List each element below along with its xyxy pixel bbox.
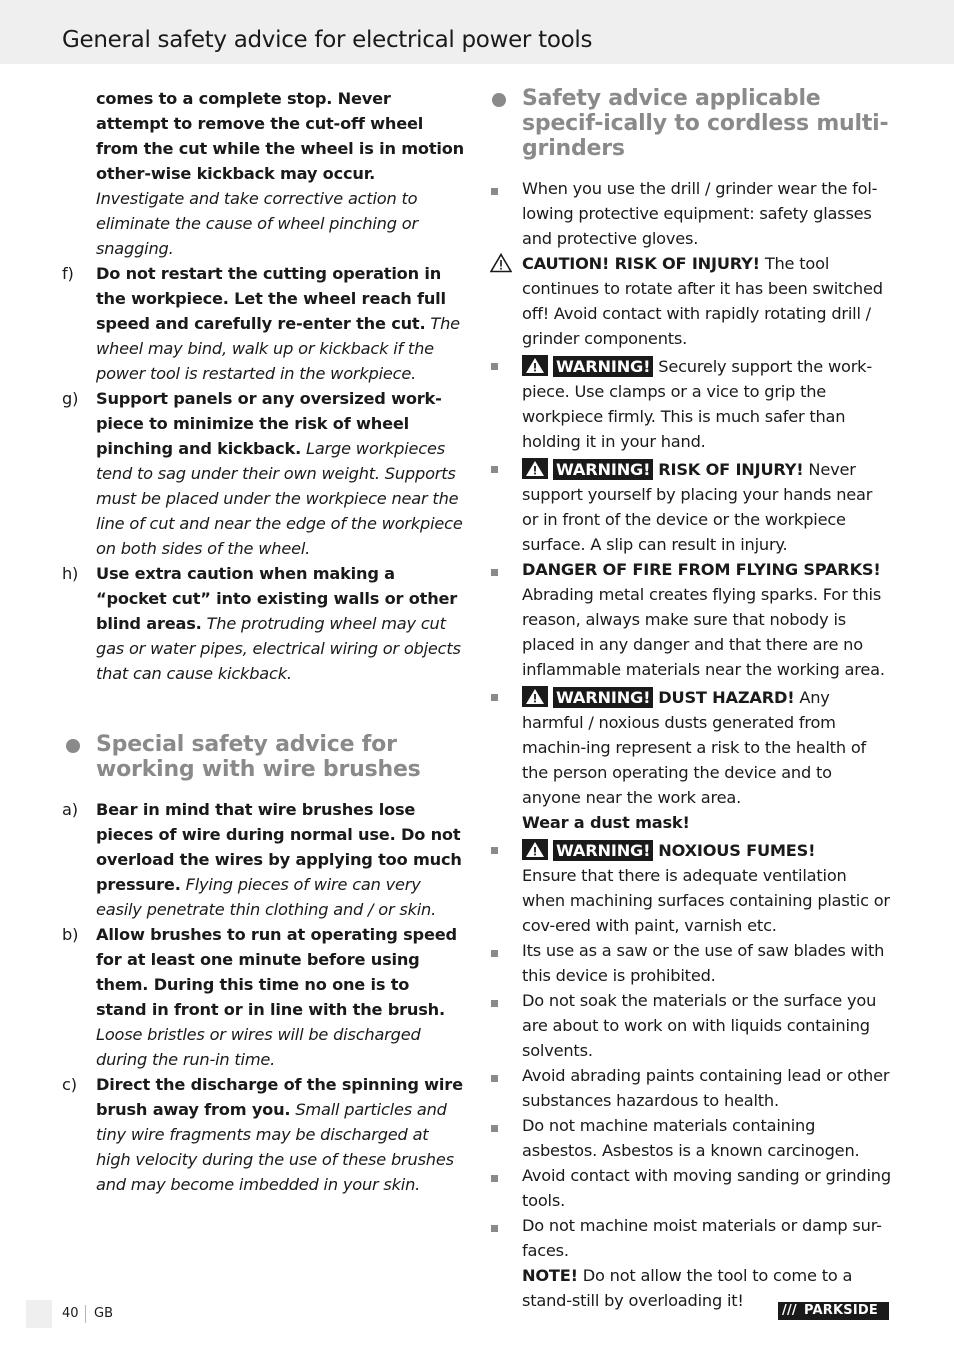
- bullet-text: Avoid abrading paints containing lead or other substances hazardous to health.: [522, 1066, 890, 1110]
- warning-triangle-icon: [522, 355, 548, 376]
- section-heading-multi-grinders: [488, 86, 892, 161]
- warning-badge: [522, 835, 653, 863]
- parkside-logo: [778, 1302, 889, 1320]
- warning-triangle-icon: [522, 458, 548, 479]
- list-item-c: [62, 1072, 464, 1197]
- note-text: Do not allow the tool to come to a stand-still by overloading it!: [522, 1266, 853, 1310]
- item-marker: f): [62, 264, 74, 283]
- bullet-no-saw: [488, 938, 892, 988]
- bullet-text: Any harmful / noxious dusts generated from machin-ing represent a risk to the health of the person operating the device and to anyone near the work area.: [522, 688, 867, 807]
- logo-slashes: ///: [782, 1303, 797, 1318]
- page-number: 40: [62, 1306, 79, 1321]
- square-bullet-icon: [491, 950, 498, 957]
- bullet-lead-paint: [488, 1063, 892, 1113]
- footer-tab-box: [26, 1300, 52, 1328]
- item-bold: Do not restart the cutting operation in the workpiece. Let the wheel reach full speed and carefully re-enter the cut.: [96, 264, 446, 333]
- bullet-bold: DUST HAZARD!: [658, 688, 795, 707]
- bullet-text: Its use as a saw or the use of saw blades with this device is prohibited.: [522, 941, 885, 985]
- bullet-bold: RISK OF INJURY!: [658, 460, 804, 479]
- warning-badge: [522, 351, 653, 379]
- warning-label: WARNING!: [553, 840, 653, 861]
- warning-label: WARNING!: [553, 459, 653, 480]
- bullet-flying-sparks: [488, 557, 892, 682]
- bullet-bold: NOXIOUS FUMES!: [658, 841, 816, 860]
- square-bullet-icon: [491, 363, 498, 370]
- square-bullet-icon: [491, 1175, 498, 1182]
- square-bullet-icon: [491, 466, 498, 473]
- bullet-asbestos: [488, 1113, 892, 1163]
- item-bold: Use extra caution when making a “pocket cut” into existing walls or other blind areas.: [96, 564, 458, 633]
- section-heading-wire-brushes: [62, 732, 464, 782]
- bullet-moist-materials: [488, 1213, 892, 1313]
- item-bold: Allow brushes to run at operating speed for at least one minute before using them. During this time no one is to stand in front or in line with the brush.: [96, 925, 457, 1019]
- item-italic: The protruding wheel may cut gas or water pipes, electrical wiring or objects that can cause kickback.: [96, 614, 461, 683]
- bullet-text: Do not soak the materials or the surface you are about to work on with liquids containing solvents.: [522, 991, 877, 1060]
- bullet-dot-icon: [492, 93, 506, 107]
- bullet-text: Abrading metal creates flying sparks. For this reason, always make sure that nobody is placed in any danger and that there are no inflammable materials near the working area.: [522, 585, 885, 679]
- item-bold: Bear in mind that wire brushes lose pieces of wire during normal use. Do not overload the wires by applying too much pressure.: [96, 800, 462, 894]
- bullet-text: Ensure that there is adequate ventilation when machining surfaces containing plastic or cov-ered with paint, varnish etc.: [522, 866, 890, 935]
- warning-label: WARNING!: [553, 356, 653, 377]
- dust-mask-note: Wear a dust mask!: [522, 813, 690, 832]
- item-italic: Loose bristles or wires will be discharged during the run-in time.: [96, 1025, 421, 1069]
- bullet-moving-tools: [488, 1163, 892, 1213]
- continued-item: [62, 86, 464, 261]
- item-bold: Support panels or any oversized work-piece to minimize the risk of wheel pinching and kickback.: [96, 389, 442, 458]
- item-marker: c): [62, 1075, 77, 1094]
- right-column: [488, 86, 892, 1313]
- item-italic: Small particles and tiny wire fragments may be discharged at high velocity during the use of these brushes and may become imbedded in your skin.: [96, 1100, 454, 1194]
- warning-badge: [522, 454, 653, 482]
- bullet-risk-of-injury: [488, 454, 892, 557]
- square-bullet-icon: [491, 1225, 498, 1232]
- warning-badge: [522, 682, 653, 710]
- warning-triangle-icon: [522, 686, 548, 707]
- note-bold: NOTE!: [522, 1266, 578, 1285]
- bullet-noxious-fumes: [488, 835, 892, 938]
- caution-bold: CAUTION! RISK OF INJURY!: [522, 254, 760, 273]
- bullet-text: Do not machine materials containing asbestos. Asbestos is a known carcinogen.: [522, 1116, 860, 1160]
- bullet-text: Securely support the work-piece. Use clamps or a vice to grip the workpiece firmly. This is much safer than holding it in your hand.: [522, 357, 872, 451]
- item-marker: a): [62, 800, 78, 819]
- item-marker: h): [62, 564, 79, 583]
- square-bullet-icon: [491, 847, 498, 854]
- bullet-text: Do not machine moist materials or damp sur-faces.: [522, 1216, 882, 1260]
- item-marker: b): [62, 925, 79, 944]
- item-italic: Large workpieces tend to sag under their own weight. Supports must be placed under the workpiece near the line of cut and near the edge of the workpiece on both sides of the wheel.: [96, 439, 463, 558]
- bullet-dust-hazard: [488, 682, 892, 835]
- caution-text: The tool continues to rotate after it has been switched off! Avoid contact with rapidly rotating drill / grinder components.: [522, 254, 883, 348]
- bullet-dot-icon: [66, 739, 80, 753]
- section-heading-text: Safety advice applicable specif-ically to cordless multi-grinders: [522, 86, 889, 161]
- bullet-text: Never support yourself by placing your hands near or in front of the device or the workpiece surface. A slip can result in injury.: [522, 460, 873, 554]
- bullet-text: When you use the drill / grinder wear the fol-lowing protective equipment: safety glasses and protective gloves.: [522, 179, 878, 248]
- square-bullet-icon: [491, 1075, 498, 1082]
- warning-triangle-icon: [522, 839, 548, 860]
- page-title: General safety advice for electrical power tools: [62, 27, 593, 53]
- language-code: GB: [94, 1306, 113, 1321]
- square-bullet-icon: [491, 188, 498, 195]
- item-bold: Direct the discharge of the spinning wire brush away from you.: [96, 1075, 463, 1119]
- list-item-f: [62, 261, 464, 386]
- square-bullet-icon: [491, 1000, 498, 1007]
- left-column: [62, 86, 464, 1197]
- caution-item: [488, 251, 892, 351]
- logo-text: PARKSIDE: [804, 1303, 878, 1318]
- list-item-a: [62, 797, 464, 922]
- square-bullet-icon: [491, 694, 498, 701]
- bullet-text: Avoid contact with moving sanding or grinding tools.: [522, 1166, 891, 1210]
- bullet-no-soak: [488, 988, 892, 1063]
- footer-divider: [85, 1305, 86, 1323]
- caution-triangle-icon: [490, 253, 512, 273]
- bullet-bold: DANGER OF FIRE FROM FLYING SPARKS!: [522, 560, 881, 579]
- square-bullet-icon: [491, 1125, 498, 1132]
- section-heading-text: Special safety advice for working with wire brushes: [96, 732, 421, 782]
- item-italic: Flying pieces of wire can very easily penetrate thin clothing and / or skin.: [96, 875, 437, 919]
- warning-label: WARNING!: [553, 687, 653, 708]
- list-item-h: [62, 561, 464, 686]
- square-bullet-icon: [491, 569, 498, 576]
- item-italic: The wheel may bind, walk up or kickback if the power tool is restarted in the workpiece.: [96, 314, 460, 383]
- continued-italic: Investigate and take corrective action to eliminate the cause of wheel pinching or snagging.: [96, 189, 418, 258]
- list-item-g: [62, 386, 464, 561]
- list-item-b: [62, 922, 464, 1072]
- bullet-support-workpiece: [488, 351, 892, 454]
- page-header: [0, 0, 954, 64]
- continued-bold: comes to a complete stop. Never attempt to remove the cut-off wheel from the cut while the wheel is in motion other-wise kickback may occur.: [96, 89, 464, 183]
- item-marker: g): [62, 389, 79, 408]
- bullet-protective-equipment: [488, 176, 892, 251]
